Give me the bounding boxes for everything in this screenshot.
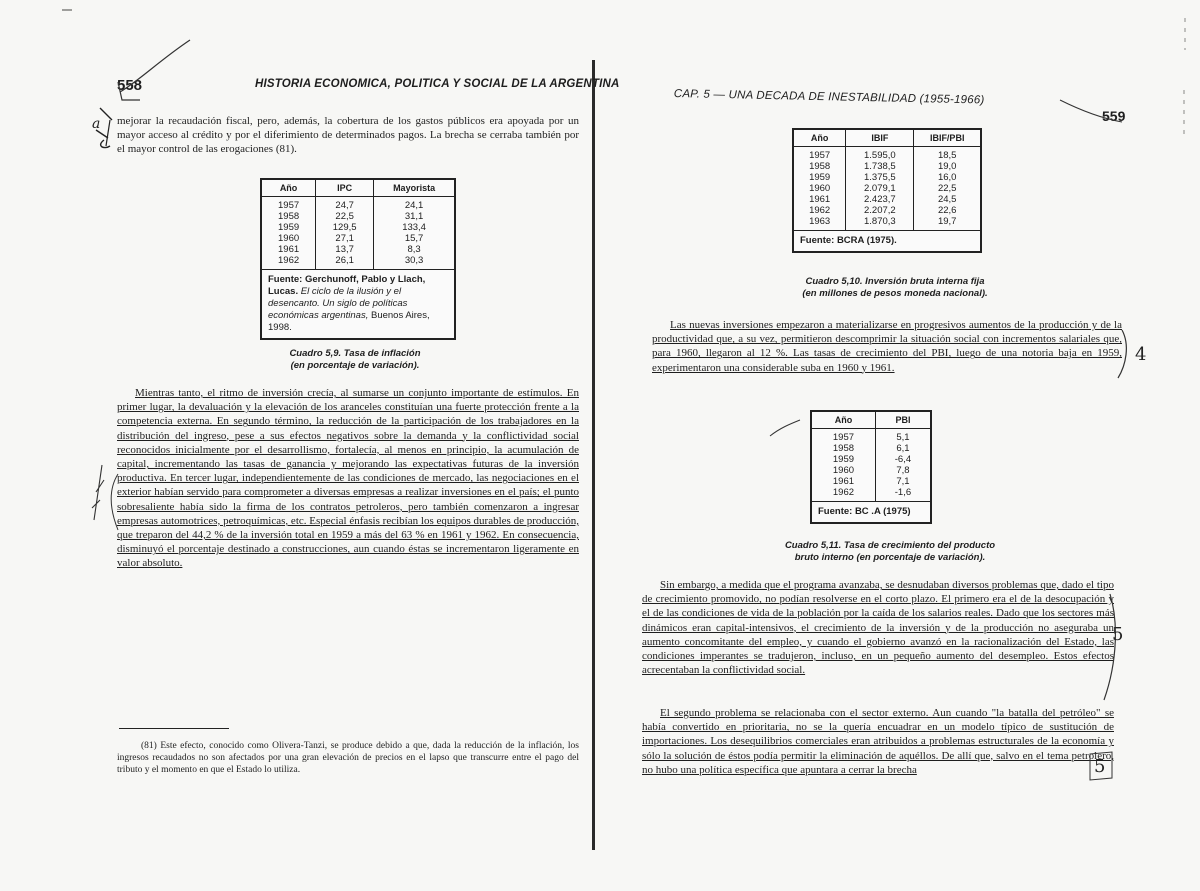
left-page-number: 558 <box>117 77 143 94</box>
margin-glyph-right-2: 5 <box>1112 624 1124 645</box>
investment-cell: 19,0 <box>914 161 981 172</box>
investment-cell: 22,6 <box>914 205 981 216</box>
investment-table-source: Fuente: BCRA (1975). <box>793 231 981 253</box>
inflation-cell: 24,1 <box>374 197 455 212</box>
left-running-head: HISTORIA ECONOMICA, POLITICA Y SOCIAL DE LA ARGENTINA <box>255 78 620 90</box>
left-page <box>95 0 620 891</box>
gdp-row <box>811 443 931 454</box>
investment-cell: 24,5 <box>914 194 981 205</box>
investment-caption-line1: Cuadro 5,10. Inversión bruta interna fija <box>805 276 985 287</box>
gdp-cell: 1961 <box>811 476 875 487</box>
investment-cell: 1.595,0 <box>846 147 914 162</box>
gdp-cell: -6,4 <box>875 454 931 465</box>
gdp-cell: 1960 <box>811 465 875 476</box>
left-main-text: Mientras tanto, el ritmo de inversión crecía, al sumarse un conjunto importante de estímulos. En primer lugar, la devaluación y la elevación de los aranceles constituían una fuerte protección frente a la competencia externa. En segundo término, la reducción de la participación de los trabajadores en la distribución del ingreso, pese a sus efectos negativos sobre la demanda y la conflictividad social reconocidos inicialmente por el desarrollismo, fortalecía, al menos en principio, la acumulación de capital, incrementando las tasas de ganancia y mejorando las expectativas futuras de la inversión productiva. En tercer lugar, independientemente de las condiciones de mercado, las negociaciones en el exterior habían servido para comprometer a diversas empresas a realizar inversiones en el país; el punto sobresaliente había sido la firma de los contratos petroleros, pero también comenzaron a ingresar empresas automotrices, petroquímicas, etc. Especial énfasis recibían los equipos durables de producción, que treparon del 44,2 % de la inversión total en 1959 a más del 63 % en 1961 y 1962. En consecuencia, disminuyó el porcentaje destinado a construcciones, aun cuando éstas se incrementaron ligeramente en valor absoluto. <box>117 387 579 570</box>
gdp-row <box>811 454 931 465</box>
inflation-cell: 1961 <box>261 244 316 255</box>
inflation-source-label: Fuente: Gerchunoff, Pablo y Llach, Lucas. <box>268 274 426 297</box>
inflation-cell: 22,5 <box>316 211 374 222</box>
right-running-head: CAP. 5 — UNA DECADA DE INESTABILIDAD (1955-1966) <box>673 88 985 107</box>
footnote-rule <box>119 728 229 729</box>
gdp-row <box>811 465 931 476</box>
inflation-header-ipc: IPC <box>316 179 374 197</box>
inflation-row <box>261 244 455 255</box>
gdp-table-body <box>811 429 931 502</box>
investment-header-ratio: IBIF/PBI <box>914 129 981 147</box>
inflation-cell: 24,7 <box>316 197 374 212</box>
investment-cell: 22,5 <box>914 183 981 194</box>
right-paragraph-3 <box>642 706 1114 777</box>
investment-row <box>793 205 981 216</box>
investment-row <box>793 194 981 205</box>
inflation-cell: 1957 <box>261 197 316 212</box>
inflation-cell: 30,3 <box>374 255 455 270</box>
investment-caption-line2: (en millones de pesos moneda nacional). <box>802 288 988 299</box>
investment-row <box>793 216 981 231</box>
investment-caption <box>760 276 1030 300</box>
inflation-cell: 8,3 <box>374 244 455 255</box>
investment-cell: 1963 <box>793 216 846 231</box>
investment-cell: 18,5 <box>914 147 981 162</box>
right-paragraph-2 <box>642 578 1114 677</box>
inflation-cell: 1959 <box>261 222 316 233</box>
page-gutter <box>592 60 595 850</box>
inflation-row <box>261 233 455 244</box>
investment-cell: 1958 <box>793 161 846 172</box>
inflation-cell: 133,4 <box>374 222 455 233</box>
inflation-caption-line2: (en porcentaje de variación). <box>290 360 420 371</box>
gdp-cell: 5,1 <box>875 429 931 444</box>
gdp-cell: 6,1 <box>875 443 931 454</box>
investment-cell: 19,7 <box>914 216 981 231</box>
right-paragraph-1 <box>652 318 1122 375</box>
gdp-cell: -1,6 <box>875 487 931 502</box>
gdp-caption-line2: bruto interno (en porcentaje de variación). <box>794 552 986 563</box>
inflation-header-mayorista: Mayorista <box>374 179 455 197</box>
inflation-cell: 31,1 <box>374 211 455 222</box>
inflation-cell: 1960 <box>261 233 316 244</box>
gdp-cell: 1959 <box>811 454 875 465</box>
inflation-cell: 27,1 <box>316 233 374 244</box>
margin-glyph-right-3: 5 <box>1094 756 1106 777</box>
gdp-growth-table <box>810 410 932 524</box>
gdp-header-pbi: PBI <box>875 411 931 429</box>
gdp-row <box>811 487 931 502</box>
left-main-paragraph <box>117 386 579 571</box>
investment-cell: 1.375,5 <box>846 172 914 183</box>
gdp-cell: 1957 <box>811 429 875 444</box>
investment-cell: 1.738,5 <box>846 161 914 172</box>
investment-cell: 1962 <box>793 205 846 216</box>
inflation-row <box>261 197 455 212</box>
inflation-source-tail: Buenos Aires, 1998. <box>268 310 430 333</box>
investment-cell: 1961 <box>793 194 846 205</box>
inflation-row <box>261 211 455 222</box>
inflation-caption-line1: Cuadro 5,9. Tasa de inflación <box>289 348 421 359</box>
inflation-row <box>261 255 455 270</box>
right-paragraph-2-text: Sin embargo, a medida que el programa avanzaba, se desnudaban diversos problemas que, dado el tipo de crecimiento promovido, no podían resolverse en el corto plazo. El primero era el de la desocupación y el de las condiciones de vida de la población por la caída de los salarios reales. Dado que los sectores más dinámicos eran capital-intensivos, el crecimiento de la inversión y de la producción no aseguraba un aumento concomitante del empleo, y cuando el gobierno avanzó en la racionalización del Estado, las condiciones imperantes se tradujeron, incluso, en un pequeño aumento del desempleo. Estos efectos acrecentaban la conflictividad social. <box>642 579 1114 677</box>
gdp-header-year: Año <box>811 411 875 429</box>
investment-row <box>793 183 981 194</box>
gdp-cell: 1962 <box>811 487 875 502</box>
investment-header-year: Año <box>793 129 846 147</box>
inflation-cell: 15,7 <box>374 233 455 244</box>
investment-row <box>793 161 981 172</box>
investment-cell: 1959 <box>793 172 846 183</box>
gdp-table-source: Fuente: BC .A (1975) <box>811 502 931 524</box>
gdp-row <box>811 476 931 487</box>
left-intro-text: mejorar la recaudación fiscal, pero, además, la cobertura de los gastos públicos era apoyada por un mayor acceso al crédito y por el diferimiento de determinados pagos. La brecha se cerraba también por el mayor control de las erogaciones (81). <box>117 115 579 156</box>
investment-cell: 2.207,2 <box>846 205 914 216</box>
gdp-cell: 7,1 <box>875 476 931 487</box>
right-page-number: 559 <box>1102 108 1126 124</box>
inflation-table-source <box>261 270 455 340</box>
gdp-caption <box>740 540 1040 564</box>
investment-row <box>793 147 981 162</box>
inflation-cell: 1958 <box>261 211 316 222</box>
inflation-table <box>260 178 456 340</box>
investment-cell: 16,0 <box>914 172 981 183</box>
right-page <box>640 0 1130 891</box>
inflation-header-year: Año <box>261 179 316 197</box>
investment-cell: 1957 <box>793 147 846 162</box>
investment-cell: 2.079,1 <box>846 183 914 194</box>
gdp-row <box>811 429 931 444</box>
inflation-cell: 13,7 <box>316 244 374 255</box>
footnote-81 <box>117 740 579 776</box>
investment-cell: 2.423,7 <box>846 194 914 205</box>
gdp-cell: 1958 <box>811 443 875 454</box>
investment-cell: 1960 <box>793 183 846 194</box>
investment-table <box>792 128 982 253</box>
margin-glyph-left: a <box>92 116 101 132</box>
investment-cell: 1.870,3 <box>846 216 914 231</box>
inflation-caption <box>235 348 475 372</box>
investment-header-ibif: IBIF <box>846 129 914 147</box>
inflation-cell: 26,1 <box>316 255 374 270</box>
inflation-cell: 1962 <box>261 255 316 270</box>
investment-row <box>793 172 981 183</box>
footnote-text: (81) Este efecto, conocido como Olivera-Tanzi, se produce debido a que, dada la reducción de la inflación, los ingresos recaudados no son afectados por una gran elevación de precios en el lapso que transcurre entre el pago del tributo y el momento en que el Estado lo utiliza. <box>117 741 579 775</box>
inflation-cell: 129,5 <box>316 222 374 233</box>
inflation-table-body <box>261 197 455 270</box>
inflation-source-work: El ciclo de la ilusión y el desencanto. Un siglo de políticas económicas argentinas, <box>268 286 408 321</box>
right-paragraph-3-text: El segundo problema se relacionaba con el sector externo. Aun cuando "la batalla del petróleo" se había convertido en prioritaria, no se la quería encuadrar en un modelo típico de sustitución de importaciones. Los desequilibrios comerciales eran atribuidos a problemas estructurales de la economía y sólo la solución de éstos podía permitir la eliminación de aquéllos. De allí que, salvo en el tema petrolero, no hubo una política específica que apuntara a cerrar la brecha <box>642 707 1114 776</box>
inflation-row <box>261 222 455 233</box>
investment-table-body <box>793 147 981 231</box>
margin-glyph-right-1: 4 <box>1135 344 1147 365</box>
right-paragraph-1-text: Las nuevas inversiones empezaron a materializarse en progresivos aumentos de la producción y de la productividad que, a su vez, permitieron descomprimir la situación social con incrementos salariales que, para 1960, llegaron al 12 %. Las tasas de crecimiento del PBI, luego de una notoria baja en 1959, experimentaron una considerable suba en 1960 y 1961. <box>652 319 1122 374</box>
gdp-caption-line1: Cuadro 5,11. Tasa de crecimiento del producto <box>784 540 996 551</box>
gdp-cell: 7,8 <box>875 465 931 476</box>
left-intro-paragraph <box>117 114 579 157</box>
